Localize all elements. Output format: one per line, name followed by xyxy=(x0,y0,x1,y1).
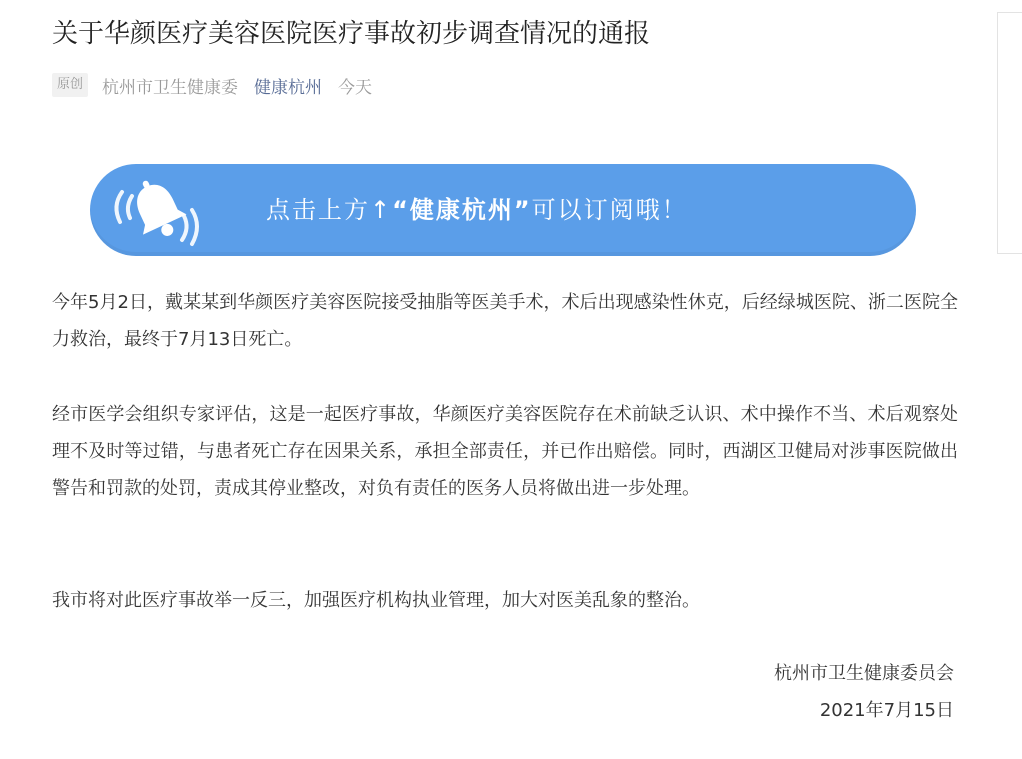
subscribe-banner[interactable] xyxy=(90,164,916,256)
article-title: 关于华颜医疗美容医院医疗事故初步调查情况的通报 xyxy=(52,19,651,49)
paragraph-1: 今年5月2日，戴某某到华颜医疗美容医院接受抽脂等医美手术，术后出现感染性休克，后经绿城医院、浙二医院全力救治，最终于7月13日死亡。 xyxy=(52,292,958,350)
side-panel xyxy=(997,12,1022,254)
banner-text-highlight: “健康杭州” xyxy=(392,196,532,224)
publish-date: 今天 xyxy=(338,77,373,98)
paragraph-3: 我市将对此医疗事故举一反三，加强医疗机构执业管理，加大对医美乱象的整治。 xyxy=(52,590,700,611)
signature-date: 2021年7月15日 xyxy=(819,700,954,721)
paragraph-2: 经市医学会组织专家评估，这是一起医疗事故，华颜医疗美容医院存在术前缺乏认识、术中操作不当、术后观察处理不及时等过错，与患者死亡存在因果关系，承担全部责任，并已作出赔偿。同时，西湖区卫健局对涉事医院做出警告和罚款的处罚，责成其停业整改，对负有责任的医务人员将做出进一步处理。 xyxy=(52,404,958,499)
bell-icon xyxy=(108,170,200,250)
signature-block xyxy=(774,655,954,729)
article-meta xyxy=(52,71,372,99)
signature-org: 杭州市卫生健康委员会 xyxy=(774,663,954,684)
original-badge: 原创 xyxy=(52,73,88,97)
banner-text-prefix: 点击上方↑ xyxy=(266,196,393,224)
account-link[interactable]: 健康杭州 xyxy=(254,77,323,98)
author-name: 杭州市卫生健康委 xyxy=(102,77,239,98)
banner-text xyxy=(266,164,688,256)
banner-text-suffix: 可以订阅哦！ xyxy=(531,196,688,224)
